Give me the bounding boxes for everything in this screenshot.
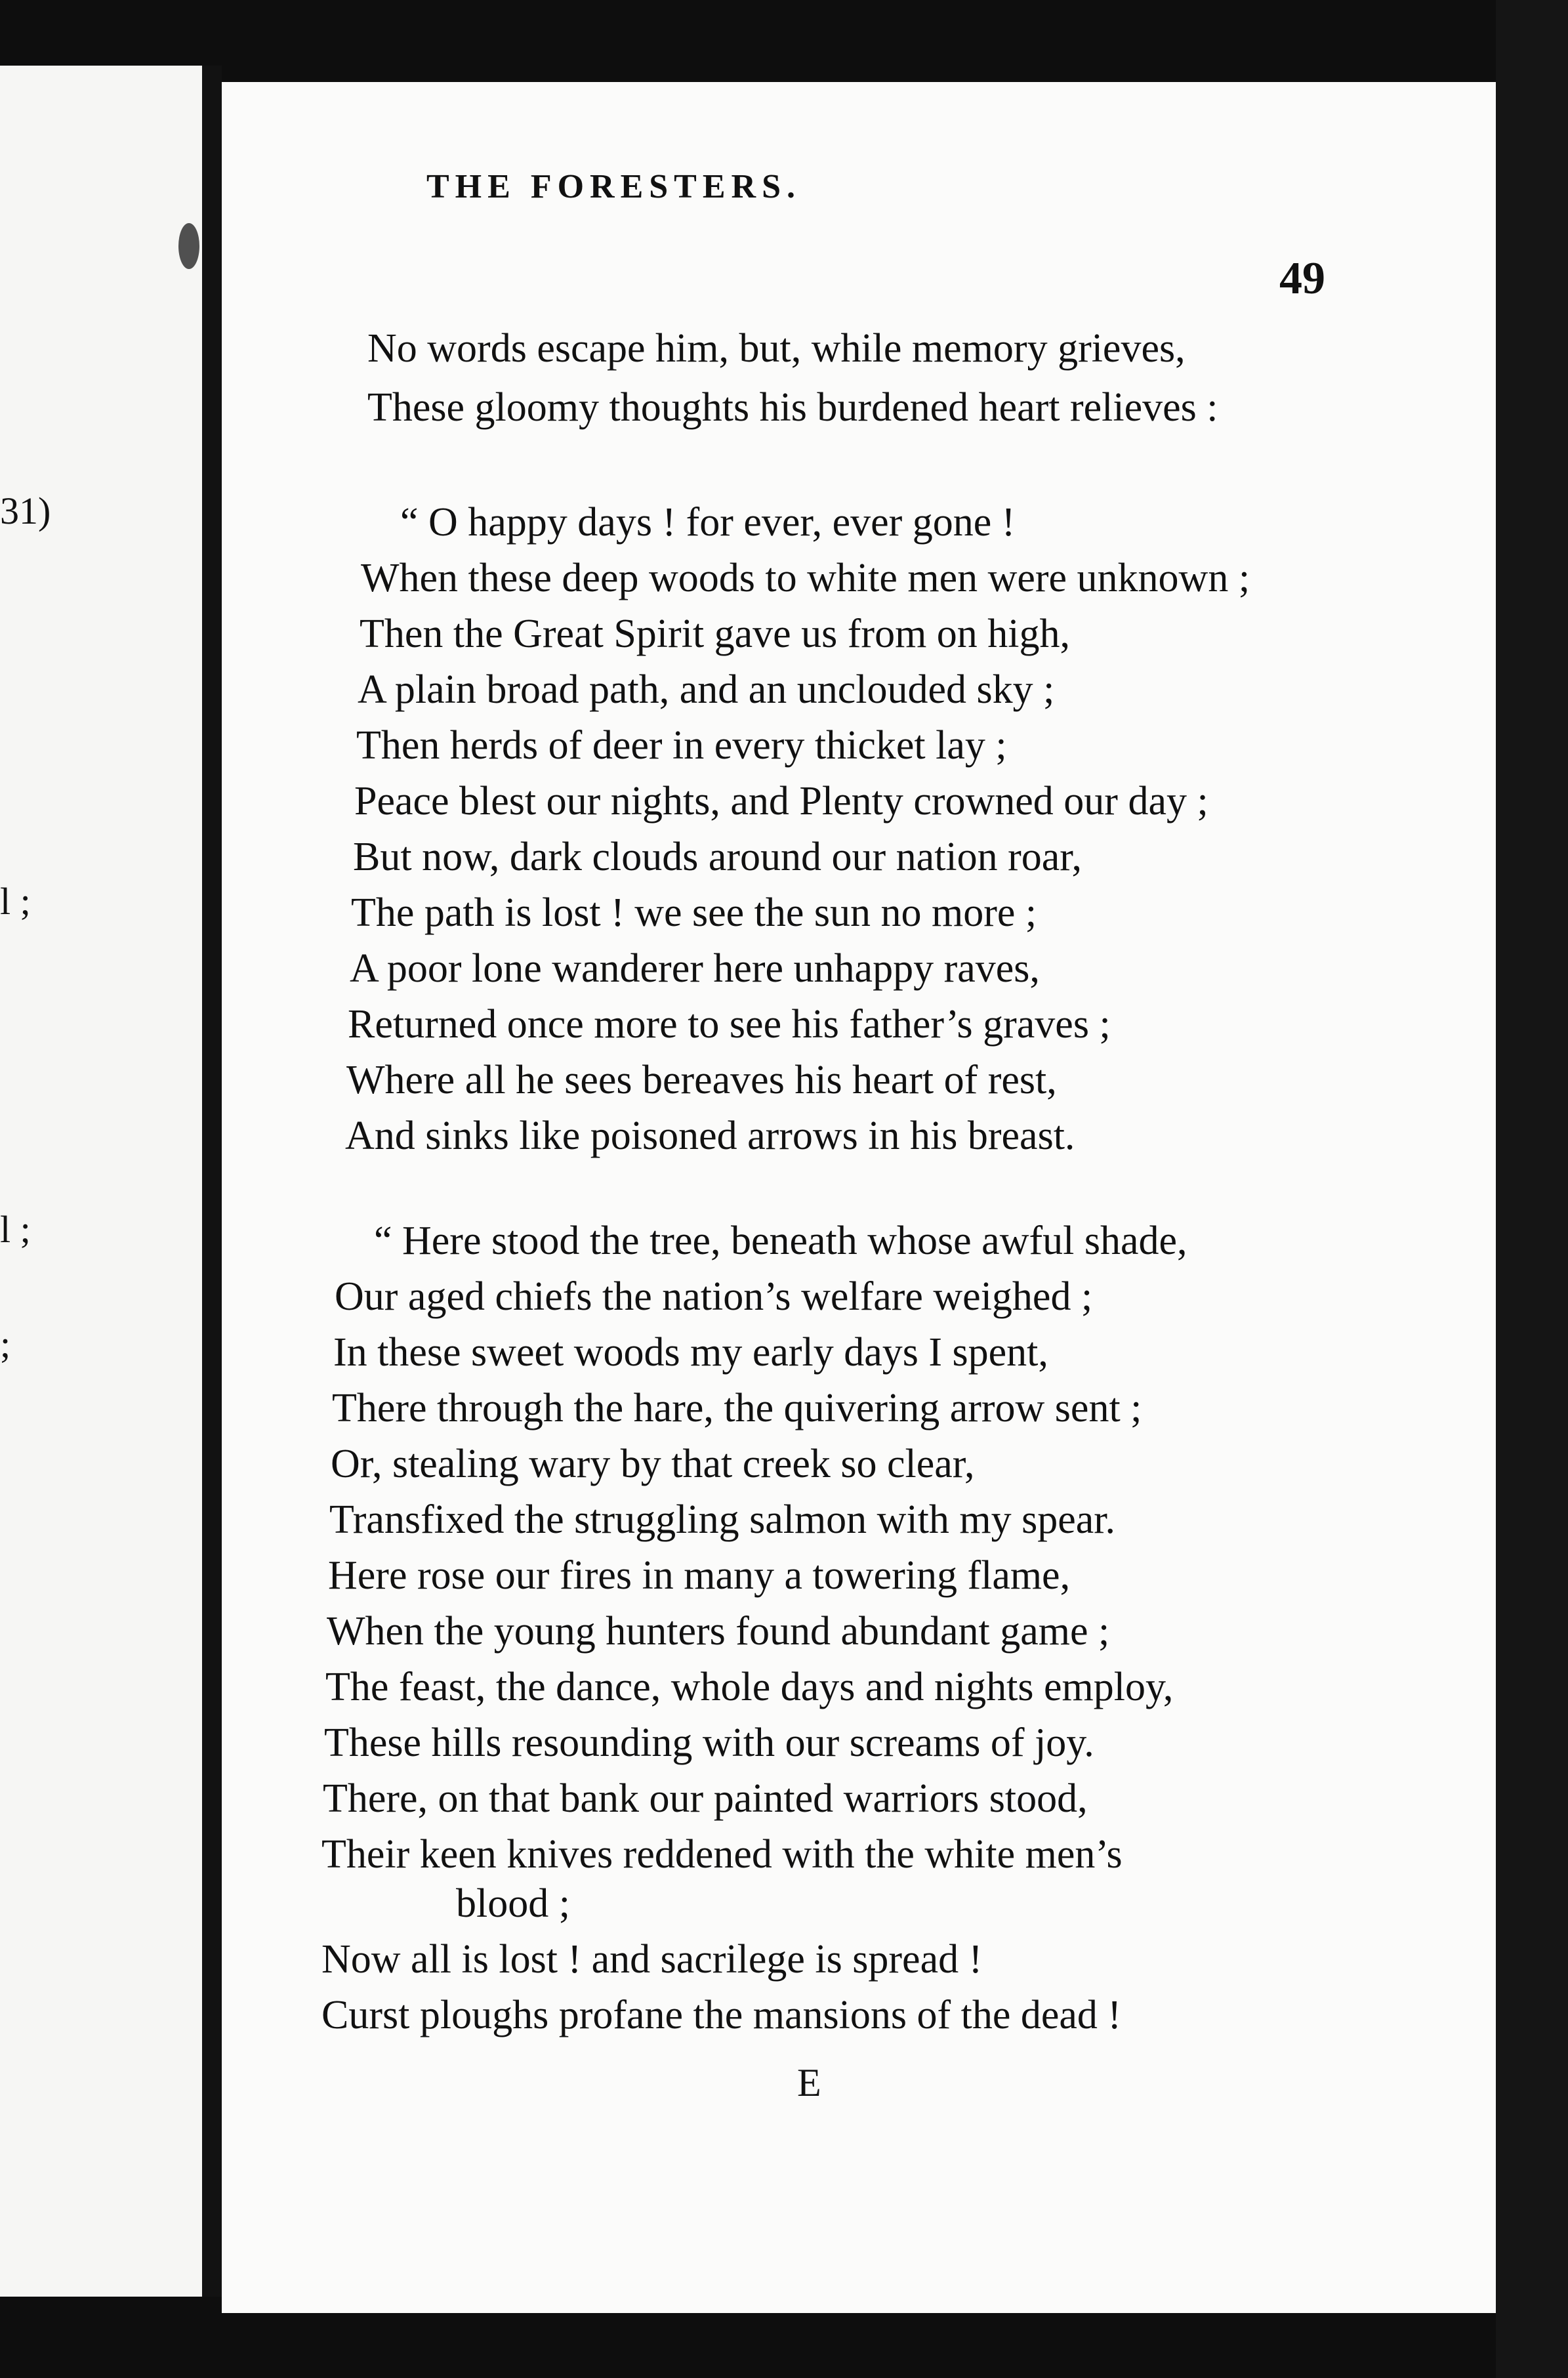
poem-line: Returned once more to see his father’s graves ; <box>348 1002 1111 1047</box>
poem-line: “ O happy days ! for ever, ever gone ! <box>400 500 1016 545</box>
poem-line: In these sweet woods my early days I spent, <box>333 1330 1048 1375</box>
poem-line: And sinks like poisoned arrows in his breast. <box>345 1114 1075 1158</box>
book-gutter <box>202 66 222 2297</box>
poem-line: A plain broad path, and an unclouded sky ; <box>358 667 1055 712</box>
left-page-text: l ; <box>0 880 31 923</box>
poem-line: Now all is lost ! and sacrilege is spread ! <box>321 1937 983 1982</box>
left-page-text: 31) <box>0 490 51 532</box>
page-number: 49 <box>1279 253 1325 304</box>
poem-line: Then the Great Spirit gave us from on high, <box>360 612 1071 656</box>
poem-line: Our aged chiefs the nation’s welfare weighed ; <box>335 1274 1093 1319</box>
poem-line: The feast, the dance, whole days and nights employ, <box>325 1665 1174 1709</box>
poem-line: Then herds of deer in every thicket lay ; <box>356 723 1007 768</box>
poem-line: There, on that bank our painted warriors stood, <box>323 1776 1088 1821</box>
poem-line: Transfixed the struggling salmon with my spear. <box>329 1497 1116 1542</box>
poem-line: Where all he sees bereaves his heart of rest, <box>346 1058 1057 1102</box>
poem-line: “ Here stood the tree, beneath whose awful shade, <box>374 1219 1187 1263</box>
poem-line: No words escape him, but, while memory grieves, <box>367 326 1186 371</box>
poem-line: Or, stealing wary by that creek so clear, <box>331 1442 975 1486</box>
poem-line: When these deep woods to white men were unknown ; <box>361 556 1250 600</box>
left-page-text: ; <box>0 1323 11 1366</box>
poem-line: Curst ploughs profane the mansions of the dead ! <box>321 1993 1122 2037</box>
poem-line: Their keen knives reddened with the white men’s <box>321 1832 1123 1877</box>
poem-line-continuation: blood ; <box>456 1881 570 1926</box>
left-page-text: l ; <box>0 1208 31 1251</box>
poem-line: These hills resounding with our screams of joy. <box>324 1721 1094 1765</box>
poem-line: When the young hunters found abundant game ; <box>327 1609 1110 1654</box>
poem-line: There through the hare, the quivering arrow sent ; <box>332 1386 1142 1430</box>
poem-line: Peace blest our nights, and Plenty crowned our day ; <box>354 779 1208 824</box>
running-title: THE FORESTERS. <box>426 168 802 205</box>
page-edge-shadow <box>1496 0 1568 2378</box>
poem-line: The path is lost ! we see the sun no more ; <box>351 890 1037 935</box>
poem-line: These gloomy thoughts his burdened heart relieves : <box>367 385 1218 430</box>
signature-mark: E <box>797 2061 821 2104</box>
poem-line: But now, dark clouds around our nation roar, <box>353 835 1082 879</box>
left-page-fragment <box>0 66 202 2297</box>
poem-line: A poor lone wanderer here unhappy raves, <box>350 946 1040 991</box>
poem-line: Here rose our fires in many a towering flame, <box>328 1553 1071 1598</box>
ink-blot <box>178 223 199 269</box>
